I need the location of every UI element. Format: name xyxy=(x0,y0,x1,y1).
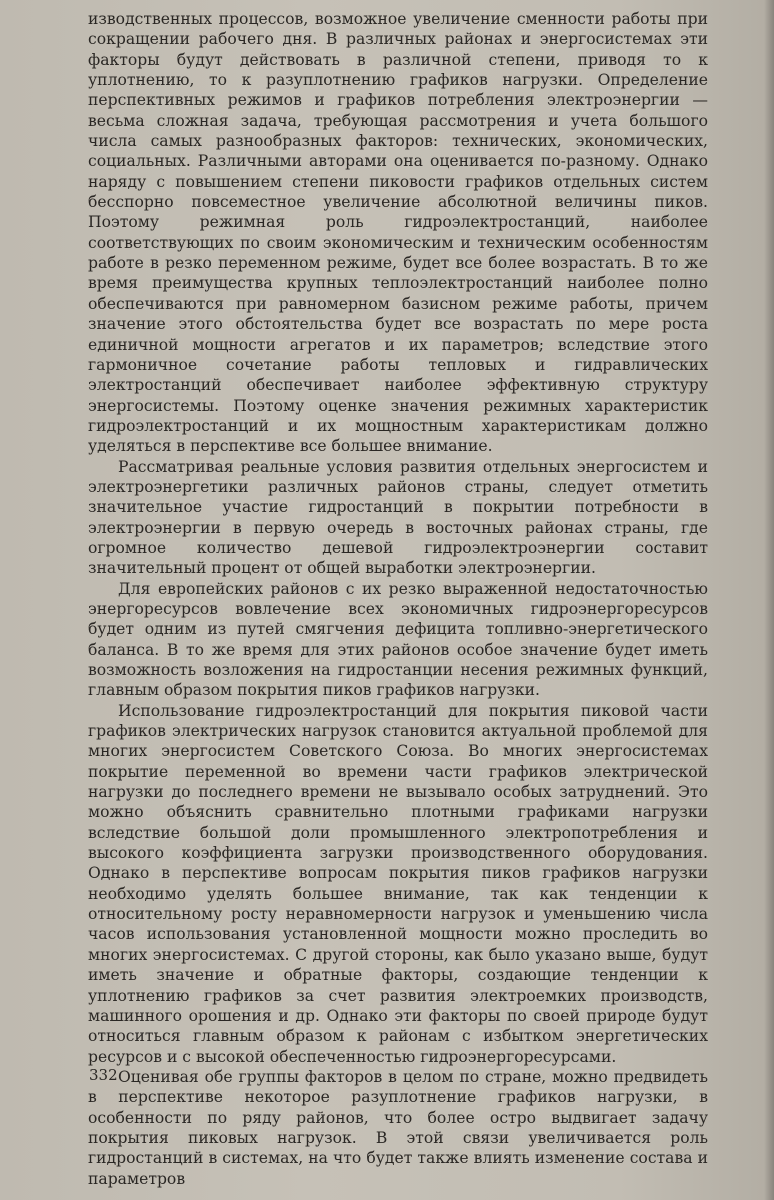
page-number: 332 xyxy=(89,1066,118,1084)
page-text xyxy=(88,9,708,1189)
paragraph-european-regions: Для европейских районов с их резко выраженной недостаточностью энергоресурсов вовлечение всех экономичных гидроэнергоресурсов будет одним из путей смягчения дефицита топливно-энергетического баланса. В то же время для этих районов особое значение будет иметь возможность возложения на гидростанции несения режимных функций, главным образом покрытия пиков графиков нагрузки. xyxy=(88,579,708,700)
paragraph-continued: изводственных процессов, возможное увеличение сменности работы при сокращении рабочего дня. В различных районах и энергосистемах эти факторы будут действовать в различной степени, приводя то к уплотнению, то к разуплотнению графиков нагрузки. Определение перспективных режимов и графиков потребления электроэнергии — весьма сложная задача, требующая рассмотрения и учета большого числа самых разнообразных факторов: технических, экономических, социальных. Различными авторами она оценивается по-разному. Однако наряду с повышением степени пиковости графиков отдельных систем бесспорно повсеместное увеличение абсолютной величины пиков. Поэтому режимная роль гидроэлектростанций, наиболее соответствующих по своим экономическим и техническим особенностям работе в резко переменном режиме, будет все более возрастать. В то же время преимущества крупных теплоэлектростанций наиболее полно обеспечиваются при равномерном базисном режиме работы, причем значение этого обстоятельства будет все возрастать по мере роста единичной мощности агрегатов и их параметров; вследствие этого гармоничное сочетание работы тепловых и гидравлических электростанций обеспечивает наиболее эффективную структуру энергосистемы. Поэтому оценке значения режимных характеристик гидроэлектростанций и их мощностным характеристикам должно уделяться в перспективе все большее внимание. xyxy=(88,10,708,456)
paragraph-regional-conditions: Рассматривая реальные условия развития отдельных энергосистем и электроэнергетики различных районов страны, следует отметить значительное участие гидростанций в покрытии потребности в электроэнергии в первую очередь в восточных районах страны, где огромное количество дешевой гидроэлектроэнергии составит значительный процент от общей выработки электроэнергии. xyxy=(88,457,708,578)
paragraph-peak-load-coverage: Использование гидроэлектростанций для покрытия пиковой части графиков электрических нагрузок становится актуальной проблемой для многих энергосистем Советского Союза. Во многих энергосистемах покрытие переменной во времени части графиков электрической нагрузки до последнего времени не вызывало особых затруднений. Это можно объяснить сравнительно плотными графиками нагрузки вследствие большой доли промышленного электропотребления и высокого коэффициента загрузки производственного оборудования. Однако в перспективе вопросам покрытия пиков графиков нагрузки необходимо уделять большее внимание, так как тенденции к относительному росту неравномерности нагрузок и уменьшению числа часов использования установленной мощности можно проследить во многих энергосистемах. С другой стороны, как было указано выше, будут иметь значение и обратные факторы, создающие тенденции к уплотнению графиков за счет развития электроемких производств, машинного орошения и др. Однако эти факторы по своей природе будут относиться главным образом к районам с избытком энергетических ресурсов и с высокой обеспеченностью гидроэнергоресурсами. xyxy=(88,701,708,1066)
page-edge-shadow xyxy=(764,0,774,1200)
paragraph-assessment: Оценивая обе группы факторов в целом по стране, можно предвидеть в перспективе некоторое разуплотнение графиков нагрузки, в особенности по ряду районов, что более остро выдвигает задачу покрытия пиковых нагрузок. В этой связи увеличивается роль гидростанций в системах, на что будет также влиять изменение состава и параметров xyxy=(88,1067,708,1188)
